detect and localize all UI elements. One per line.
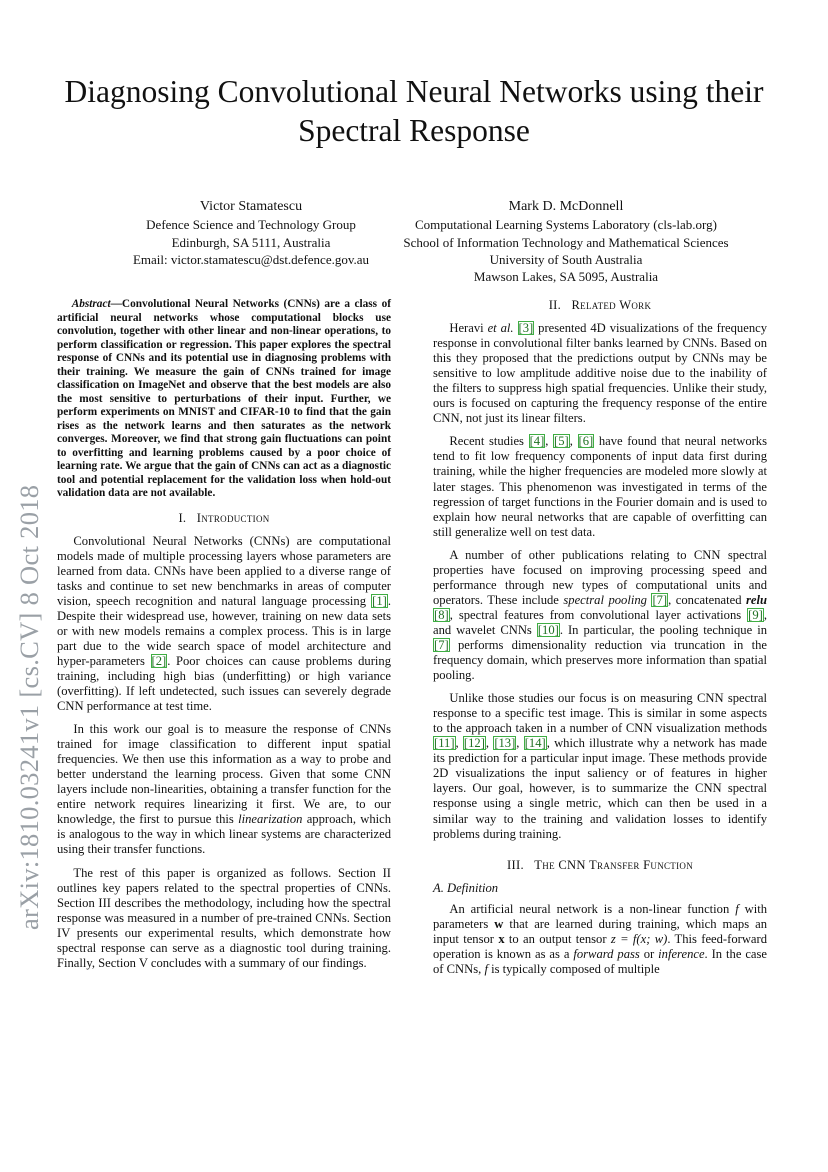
citation-link[interactable]: [7] [434,637,449,652]
author-affiliation: University of South Australia [489,251,643,267]
related-paragraph-1 [433,321,767,426]
math-symbol: x [498,931,505,946]
text-run: , which illustrate why a network has made its prediction for a particular input image. These methods provide 2D visualizations the input saliency or of features in higher layers. Our goal, however, is to summarize the CNN spectral response using a single metric, which can then be used in a similar way to the training and validation losses to identify problems during training. [433,736,768,841]
citation-link[interactable]: [2] [151,653,167,668]
related-paragraph-4 [433,691,767,841]
intro-paragraph-2 [57,722,391,857]
text-run: , [455,736,463,751]
citation-link[interactable]: [5] [554,434,569,449]
citation-link[interactable]: [14] [524,736,546,751]
emphasis: linearization [238,812,303,827]
text-run: , [545,434,554,449]
author-affiliation: Defence Science and Technology Group [146,217,356,233]
text-run: to an output tensor [504,931,611,946]
emphasis: forward pass [573,946,640,961]
subsection-heading-definition: A. Definition [433,880,499,895]
author-affiliation: Computational Learning Systems Laboratory (cls-lab.org) [415,217,717,233]
intro-paragraph-1 [57,534,391,715]
author-address: Mawson Lakes, SA 5095, Australia [473,269,659,285]
citation-link[interactable]: [3] [518,321,534,336]
text-run: , spectral features from convolutional layer activations [449,607,748,622]
left-column [57,298,391,979]
citation-link[interactable]: [4] [529,434,545,449]
text-run: , [569,434,578,449]
citation-link[interactable]: [8] [434,607,449,622]
text-run: An artificial neural network is a non-linear function [449,901,736,916]
text-run: . Despite their widespread use, however, training on new data sets or with new models remains a complex process. This is in large part due to the wide search space of model architecture and hyper-parameters [57,593,391,668]
citation-link[interactable]: [13] [494,736,516,751]
text-run: performs dimensionality reduction via truncation in the frequency domain, which preserves more information than spatial pooling. [433,637,767,683]
text-run: . This feed-forward operation is known as as a [433,931,767,961]
emphasis: spectral pooling [563,592,647,607]
text-run: . In the case of CNNs, [433,946,768,976]
author-affiliation: School of Information Technology and Mathematical Sciences [403,234,729,250]
section-number: I. [178,510,187,525]
section-number: III. [507,857,524,872]
text-run: Recent studies [449,434,529,449]
math-symbol: f [735,901,739,916]
section-heading-transfer-function [433,858,767,873]
section-title: Introduction [196,510,270,525]
text-run: or [639,946,659,961]
author-name: Mark D. McDonnell [508,199,624,214]
citation-link[interactable]: [10] [537,622,559,637]
text-run: In this work our goal is to measure the response of CNNs trained for image classification to different input spatial frequencies. We then use this information as a way to probe and better understand the learning process. Given that some CNN layers include non-linearities, obtaining a transfer function for the entire network requires linearizing it first. We are, to our knowledge, the first to pursue this [57,722,391,827]
text-run: Heravi [449,321,488,336]
intro-paragraph-3: The rest of this paper is organized as follows. Section II outlines key papers related to the spectral properties of CNNs. Section III describes the methodology, including how the spectral response was measured in a number of pre-trained CNNs. Section IV presents our experimental results, which demonstrate how spectral response can serve as a diagnostic tool during training. Finally, Section V concludes with a summary of our findings. [57,865,391,970]
section-title: Related Work [571,298,652,312]
citation-link[interactable]: [11] [434,736,455,751]
text-run: , and wavelet CNNs [433,607,767,637]
paper-title: Diagnosing Convolutional Neural Networks using their Spectral Response [64,74,764,148]
text-run: Convolutional Neural Networks (CNNs) are computational models made of multiple processing layers whose parameters are learned from data. CNNs have been applied to a diverse range of tasks and continue to set new benchmarks in areas of computer vision, speech recognition and natural language processing [57,533,391,608]
text-run: A number of other publications relating to CNN spectral properties have focused on improving processing speed and performance through new types of computational units and operators. These include [433,547,767,607]
abstract-text: —Convolutional Neural Networks (CNNs) are a class of artificial neural networks whose computational blocks use convolution, together with other linear and non-linear operations, to perform classification or regression. This paper explores the spectral response of CNNs and its potential use in diagnosing problems with their training. We measure the gain of CNNs trained for image classification on ImageNet and observe that the best models are also the most sensitive to perturbations of their input. Further, we perform experiments on MNIST and CIFAR-10 to find that the gain rises as the network learns and then saturates as the network converges. Moreover, we find that strong gain fluctuations can point to overfitting and learning problems caused by a poor choice of learning rate. We argue that the gain of CNNs can act as a diagnostic tool and potential replacement for the validation loss when hold-out validation data are not available. [57,298,391,499]
definition-paragraph [433,902,767,977]
emphasis: relu [745,592,767,607]
text-run: . In particular, the pooling technique in [559,622,767,637]
citation-link[interactable]: [6] [578,434,594,449]
text-run: with parameters [433,901,767,931]
author-name: Victor Stamatescu [199,199,303,214]
author-email: Email: victor.stamatescu@dst.defence.gov.au [132,251,370,267]
text-run: . Poor choices can cause problems during training, including high bias (underfitting) or high variance (overfitting). If left undetected, such issues can severely degrade CNN performance at test time. [57,653,391,714]
citation-link[interactable]: [1] [372,593,387,608]
section-number: II. [548,298,562,312]
text-run: approach, which is analogous to the way in which linear systems are characterized using their transfer functions. [57,812,392,857]
text-run: Unlike those studies our focus is on measuring CNN spectral response to a specific test image. This is similar in some aspects to the approach taken in a number of CNN visualization methods [433,691,767,736]
text-run: that are learned during training, which maps an input tensor [433,916,767,946]
math-symbol: f [484,961,488,976]
text-run: , [485,736,494,751]
author-address: Edinburgh, SA 5111, Australia [171,234,331,250]
section-heading-related-work [433,298,767,313]
text-run: , [516,736,524,751]
citation-link[interactable]: [7] [652,592,668,607]
section-heading-introduction [57,511,391,526]
abstract [57,298,391,501]
citation-link[interactable]: [12] [463,736,485,751]
related-paragraph-3 [433,548,767,683]
author-block-2 [356,198,776,285]
math-equation: z = f(x; w) [610,931,668,946]
related-paragraph-2 [433,434,767,539]
arxiv-stamp[interactable]: arXiv:1810.03241v1 [cs.CV] 8 Oct 2018 [14,484,44,930]
emphasis: inference [658,946,705,961]
text-run: have found that neural networks tend to fit low frequency components of input data first during training, while the higher frequencies are modeled more slowly at later stages. This phenomenon was investigated in terms of the regression of target functions in the Fourier domain and is used to explain how neural networks that are capable of overfitting can still generalize well on test data. [433,434,768,539]
math-symbol: w [494,916,504,931]
text-run: presented 4D visualizations of the frequency response in convolutional filter banks learned by CNNs. Based on this they proposed that the predictions output by CNNs may be sensitive to low amplitude additive noise due to the inability of the filters to suppress high spatial frequencies. Unlike their study, ours is focused on capturing the frequency response of the entire CNN, not just its linear filters. [433,321,767,426]
text-run: is typically composed of multiple [487,961,660,976]
emphasis: et al. [487,321,514,336]
text-run: , concatenated [668,592,746,607]
section-title: The CNN Transfer Function [534,857,693,872]
citation-link[interactable]: [9] [748,607,763,622]
right-column [433,298,767,985]
abstract-heading: Abstract [71,298,111,310]
